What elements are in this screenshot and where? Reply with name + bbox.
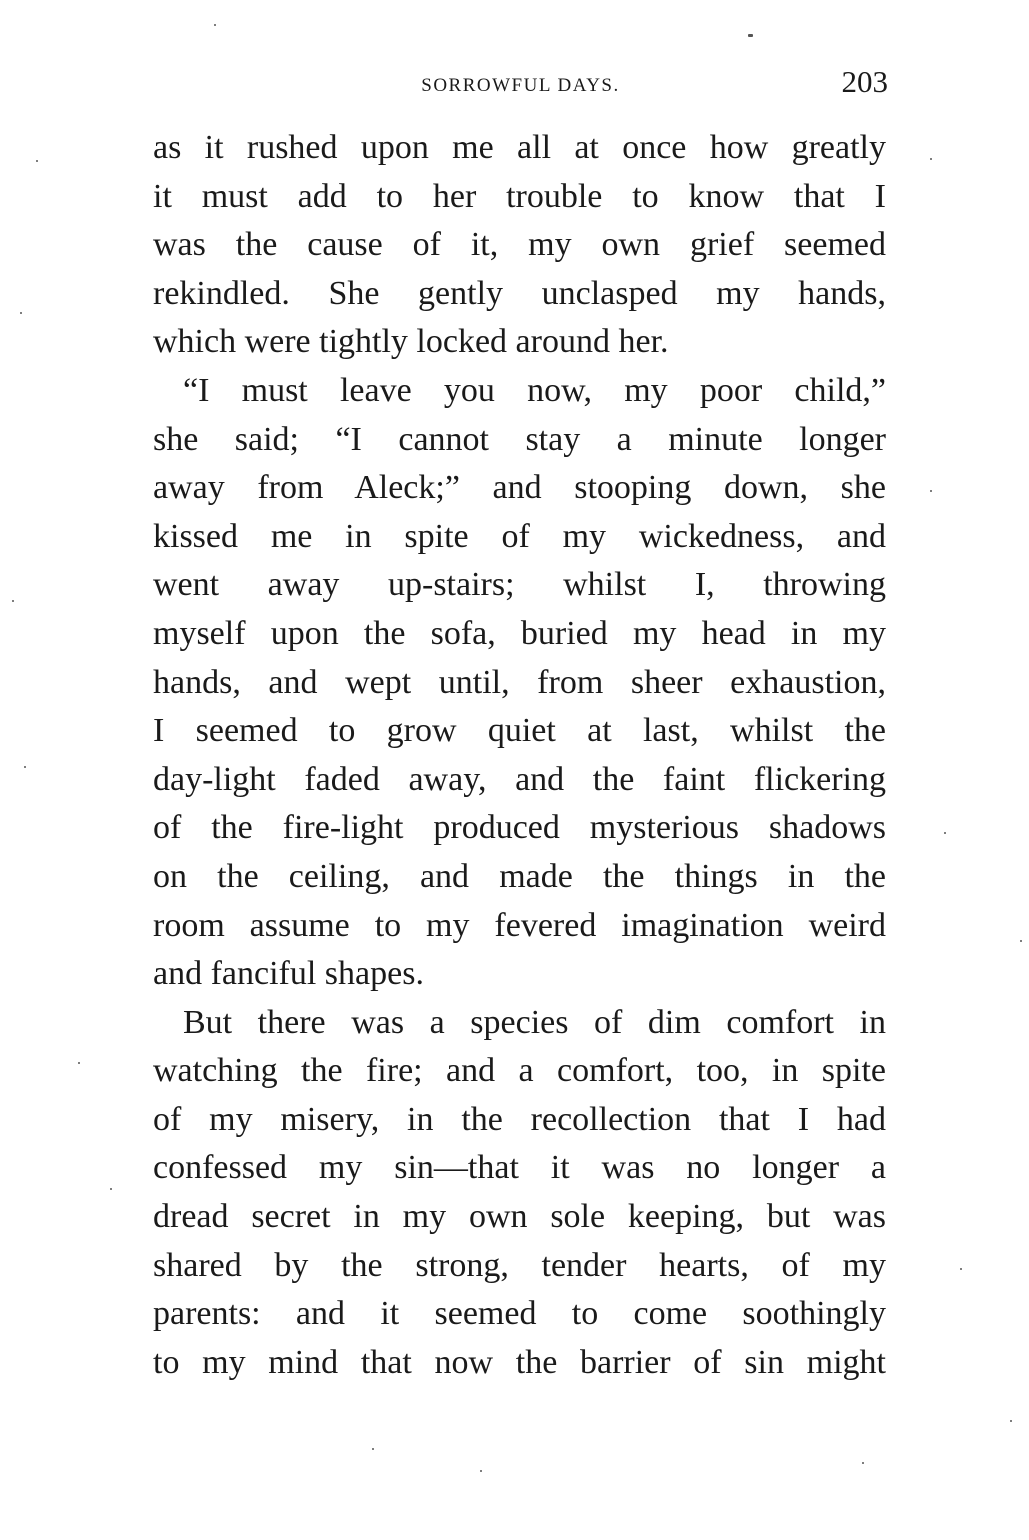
running-header	[153, 62, 888, 106]
text-line: it must add to her trouble to know that I	[153, 177, 886, 215]
text-line: watching the fire; and a comfort, too, in spite	[153, 1052, 886, 1090]
text-line: parents: and it seemed to come soothingly	[153, 1295, 886, 1333]
scan-speck	[214, 24, 216, 26]
text-line: which were tightly locked around her.	[153, 323, 669, 361]
scan-speck	[480, 1470, 482, 1472]
text-line: of the fire-light produced mysterious shadows	[153, 809, 886, 847]
text-line: away from Aleck;” and stooping down, she	[153, 469, 886, 507]
running-title: SORROWFUL DAYS.	[421, 75, 620, 96]
scan-speck	[862, 1462, 864, 1464]
scan-speck	[24, 766, 26, 768]
scan-speck	[960, 1268, 962, 1270]
scan-speck	[944, 832, 946, 834]
scan-speck	[930, 490, 932, 492]
scan-speck	[1020, 940, 1022, 942]
scan-speck	[12, 600, 14, 602]
text-line: hands, and wept until, from sheer exhaustion,	[153, 663, 886, 701]
scan-speck	[930, 158, 932, 160]
scan-speck	[748, 34, 753, 37]
text-line: was the cause of it, my own grief seemed	[153, 226, 886, 264]
text-line: on the ceiling, and made the things in the	[153, 857, 886, 895]
scan-speck	[1010, 1420, 1012, 1422]
text-line: she said; “I cannot stay a minute longer	[153, 420, 886, 458]
text-line: of my misery, in the recollection that I had	[153, 1100, 886, 1138]
scan-speck	[78, 1062, 80, 1064]
scan-speck	[36, 160, 38, 162]
text-line: rekindled. She gently unclasped my hands,	[153, 274, 886, 312]
scan-speck	[372, 1448, 374, 1450]
body-text	[153, 124, 886, 1387]
scan-speck	[20, 312, 22, 314]
text-line: “I must leave you now, my poor child,”	[183, 371, 886, 409]
text-line: and fanciful shapes.	[153, 955, 424, 993]
text-line: kissed me in spite of my wickedness, and	[153, 517, 886, 555]
scan-speck	[110, 1188, 112, 1190]
text-line: went away up-stairs; whilst I, throwing	[153, 566, 886, 604]
page-number: 203	[841, 64, 888, 99]
text-line: to my mind that now the barrier of sin might	[153, 1343, 886, 1381]
text-line: But there was a species of dim comfort in	[183, 1003, 886, 1041]
text-line: day-light faded away, and the faint flickering	[153, 760, 886, 798]
text-line: I seemed to grow quiet at last, whilst the	[153, 712, 886, 750]
text-line: confessed my sin—that it was no longer a	[153, 1149, 886, 1187]
text-line: myself upon the sofa, buried my head in my	[153, 614, 886, 652]
text-line: dread secret in my own sole keeping, but was	[153, 1198, 886, 1236]
text-line: room assume to my fevered imagination weird	[153, 906, 886, 944]
text-line: as it rushed upon me all at once how greatly	[153, 129, 886, 166]
text-line: shared by the strong, tender hearts, of my	[153, 1246, 886, 1284]
